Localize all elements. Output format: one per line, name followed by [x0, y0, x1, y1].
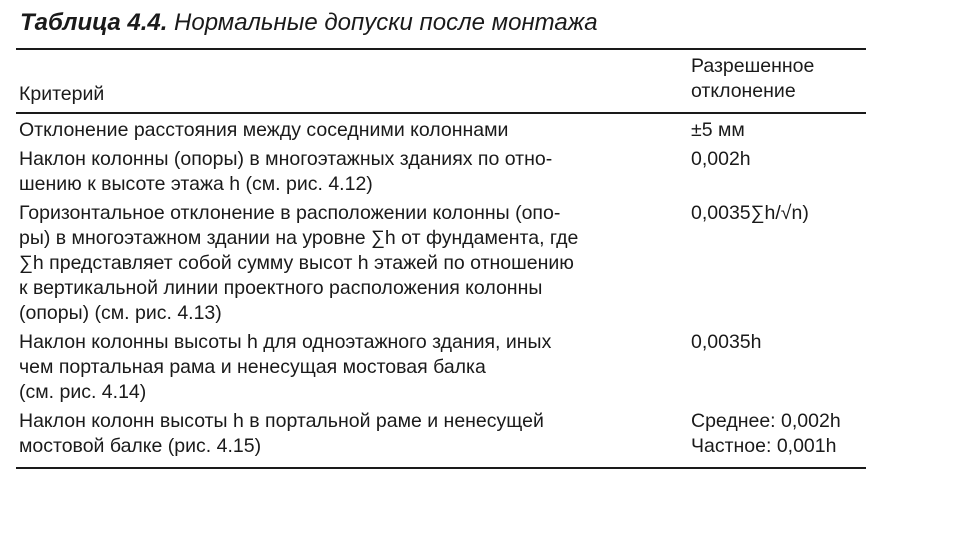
deviation-line: 0,0035h: [691, 331, 762, 353]
header-deviation-line: отклонение: [691, 80, 796, 102]
criterion-line: чем портальная рама и ненесущая мостовая балка: [19, 356, 486, 378]
deviation-line: 0,0035∑h/√n): [691, 202, 809, 224]
table-row: [16, 409, 866, 459]
bottom-rule: [16, 467, 866, 469]
table-row: [16, 147, 866, 197]
table-row: [16, 118, 866, 143]
header-deviation-line: Разрешенное: [691, 55, 815, 77]
row-deviation: [687, 409, 866, 459]
header-criterion: Критерий: [19, 83, 105, 105]
row-criterion: [16, 330, 687, 405]
row-criterion: [16, 201, 687, 326]
criterion-line: Наклон колонны высоты h для одноэтажного здания, иных: [19, 331, 552, 353]
criterion-line: (опоры) (см. рис. 4.13): [19, 302, 222, 324]
table-title: [16, 8, 866, 38]
criterion-line: Наклон колонны (опоры) в многоэтажных зданиях по отно-: [19, 148, 553, 170]
criterion-line: шению к высоте этажа h (см. рис. 4.12): [19, 173, 373, 195]
table-header-row: [16, 50, 866, 112]
document-page: [16, 8, 866, 469]
header-deviation: [687, 50, 866, 104]
criterion-line: ры) в многоэтажном здании на уровне ∑h от фундамента, где: [19, 227, 579, 249]
criterion-line: (см. рис. 4.14): [19, 381, 147, 403]
table-row: [16, 201, 866, 326]
row-deviation: [687, 147, 866, 197]
criterion-line: Наклон колонн высоты h в портальной раме и ненесущей: [19, 410, 544, 432]
criterion-line: к вертикальной линии проектного расположения колонны: [19, 277, 543, 299]
row-deviation: [687, 330, 866, 405]
deviation-line: Среднее: 0,002h: [691, 410, 841, 432]
deviation-line: Частное: 0,001h: [691, 435, 837, 457]
table-body: [16, 114, 866, 467]
row-criterion: [16, 147, 687, 197]
row-criterion: [16, 118, 687, 143]
deviation-line: ±5 мм: [691, 119, 745, 141]
row-criterion: [16, 409, 687, 459]
table-title-text: Нормальные допуски после монтажа: [174, 9, 598, 36]
deviation-line: 0,002h: [691, 148, 751, 170]
table-row: [16, 330, 866, 405]
criterion-line: ∑h представляет собой сумму высот h этажей по отношению: [19, 252, 574, 274]
criterion-line: Отклонение расстояния между соседними колоннами: [19, 119, 509, 141]
row-deviation: [687, 201, 866, 326]
table-title-number: Таблица 4.4.: [20, 9, 168, 36]
criterion-line: Горизонтальное отклонение в расположении колонны (опо-: [19, 202, 561, 224]
criterion-line: мостовой балке (рис. 4.15): [19, 435, 262, 457]
row-deviation: [687, 118, 866, 143]
